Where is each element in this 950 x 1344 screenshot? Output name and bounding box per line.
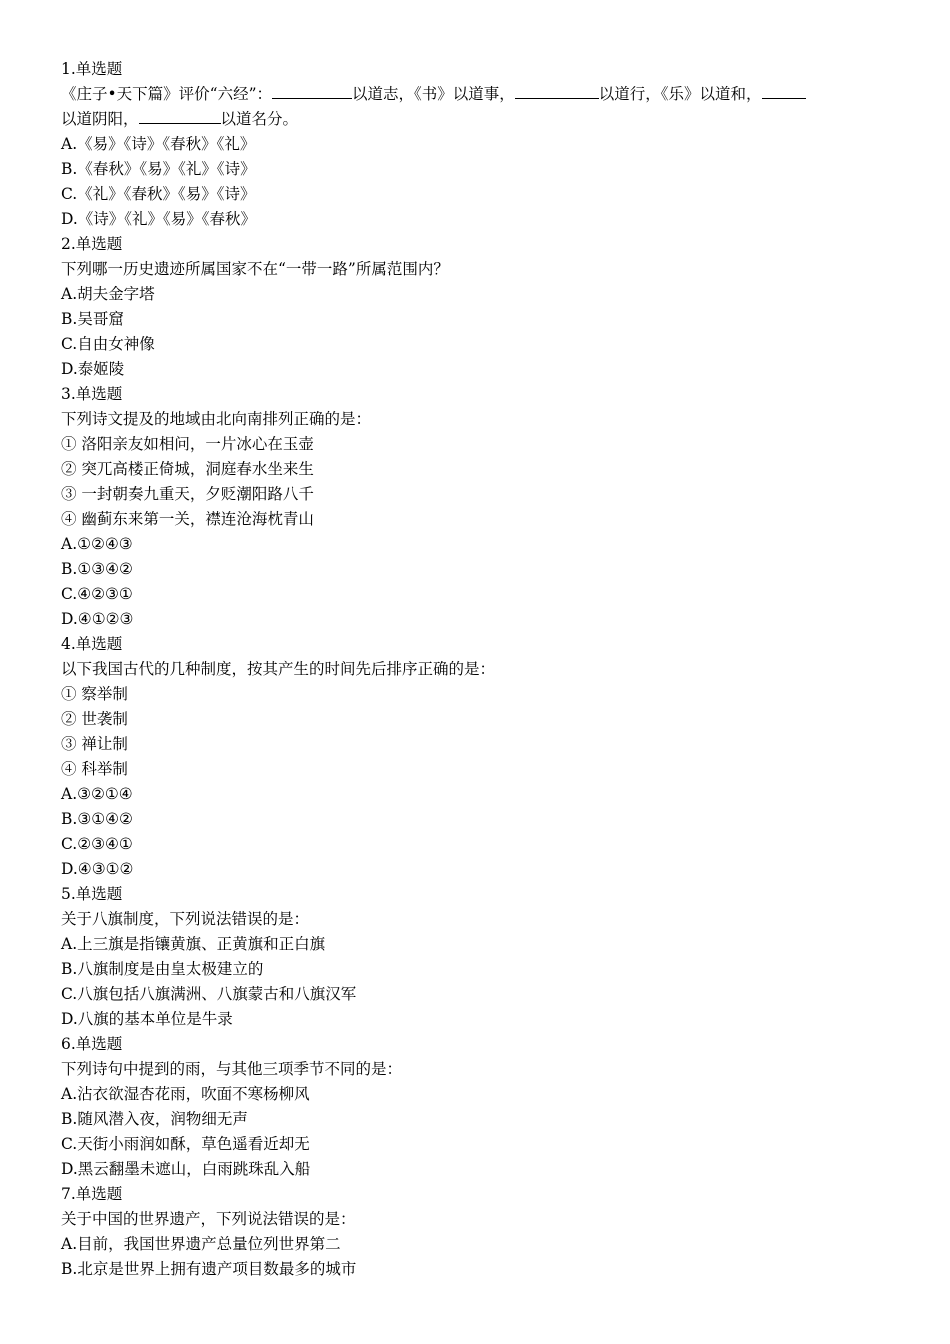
- question-3-option-b: B.①③④②: [61, 560, 133, 578]
- answer-blank: [762, 83, 806, 99]
- answer-blank: [515, 83, 599, 99]
- question-2-option-b: B.吴哥窟: [61, 310, 124, 328]
- question-7-stem: 关于中国的世界遗产，下列说法错误的是：: [61, 1210, 356, 1228]
- question-3-item-3: ③ 一封朝奏九重天，夕贬潮阳路八千: [61, 485, 314, 503]
- question-5-stem: 关于八旗制度，下列说法错误的是：: [61, 910, 310, 928]
- question-3-option-a: A.①②④③: [61, 535, 133, 553]
- answer-blank: [272, 83, 352, 99]
- question-1-option-b: B.《春秋》《易》《礼》《诗》: [61, 160, 256, 178]
- question-7-option-b: B.北京是世界上拥有遗产项目数最多的城市: [61, 1260, 357, 1278]
- question-6-option-a: A.沾衣欲湿杏花雨，吹面不寒杨柳风: [61, 1085, 310, 1103]
- question-4-stem: 以下我国古代的几种制度，按其产生的时间先后排序正确的是：: [61, 660, 496, 678]
- answer-blank: [139, 108, 221, 124]
- question-3-item-4: ④ 幽蓟东来第一关，襟连沧海枕青山: [61, 510, 314, 528]
- question-3-item-2: ② 突兀高楼正倚城，洞庭春水坐来生: [61, 460, 314, 478]
- question-4-option-a: A.③②①④: [61, 785, 133, 803]
- question-3-option-d: D.④①②③: [61, 610, 134, 628]
- question-1-option-a: A.《易》《诗》《春秋》《礼》: [61, 135, 256, 153]
- question-4-item-1: ① 察举制: [61, 685, 128, 703]
- question-5-option-c: C.八旗包括八旗满洲、八旗蒙古和八旗汉军: [61, 985, 357, 1003]
- question-4-item-3: ③ 禅让制: [61, 735, 128, 753]
- question-6-option-d: D.黑云翻墨未遮山，白雨跳珠乱入船: [61, 1160, 311, 1178]
- question-4-type: 4.单选题: [61, 635, 123, 653]
- question-7-type: 7.单选题: [61, 1185, 123, 1203]
- question-5-option-a: A.上三旗是指镶黄旗、正黄旗和正白旗: [61, 935, 326, 953]
- question-3-option-c: C.④②③①: [61, 585, 133, 603]
- question-7-option-a: A.目前，我国世界遗产总量位列世界第二: [61, 1235, 341, 1253]
- question-1-type: 1.单选题: [61, 60, 123, 78]
- question-1-option-d: D.《诗》《礼》《易》《春秋》: [61, 210, 257, 228]
- question-2-stem: 下列哪一历史遗迹所属国家不在“一带一路”所属范围内？: [61, 260, 449, 278]
- question-2-option-c: C.自由女神像: [61, 335, 155, 353]
- question-3-type: 3.单选题: [61, 385, 123, 403]
- question-6-option-c: C.天街小雨润如酥，草色遥看近却无: [61, 1135, 310, 1153]
- question-2-option-a: A.胡夫金字塔: [61, 285, 155, 303]
- question-4-option-c: C.②③④①: [61, 835, 133, 853]
- question-5-type: 5.单选题: [61, 885, 123, 903]
- question-6-option-b: B.随风潜入夜，润物细无声: [61, 1110, 248, 1128]
- question-5-option-d: D.八旗的基本单位是牛录: [61, 1010, 233, 1028]
- question-1-stem-line-2: 以道阴阳， 以道名分。: [61, 110, 299, 128]
- question-5-option-b: B.八旗制度是由皇太极建立的: [61, 960, 264, 978]
- question-6-stem: 下列诗句中提到的雨，与其他三项季节不同的是：: [61, 1060, 403, 1078]
- question-2-option-d: D.泰姬陵: [61, 360, 125, 378]
- question-4-item-4: ④ 科举制: [61, 760, 128, 778]
- question-3-item-1: ① 洛阳亲友如相问，一片冰心在玉壶: [61, 435, 314, 453]
- question-4-item-2: ② 世袭制: [61, 710, 128, 728]
- question-4-option-b: B.③①④②: [61, 810, 133, 828]
- question-3-stem: 下列诗文提及的地域由北向南排列正确的是：: [61, 410, 372, 428]
- question-2-type: 2.单选题: [61, 235, 123, 253]
- question-4-option-d: D.④③①②: [61, 860, 134, 878]
- question-list: [61, 57, 891, 1282]
- question-6-type: 6.单选题: [61, 1035, 123, 1053]
- question-1-option-c: C.《礼》《春秋》《易》《诗》: [61, 185, 256, 203]
- question-1-stem-line-1: 《庄子•天下篇》评价“六经”： 以道志，《书》以道事， 以道行，《乐》以道和，: [61, 82, 891, 107]
